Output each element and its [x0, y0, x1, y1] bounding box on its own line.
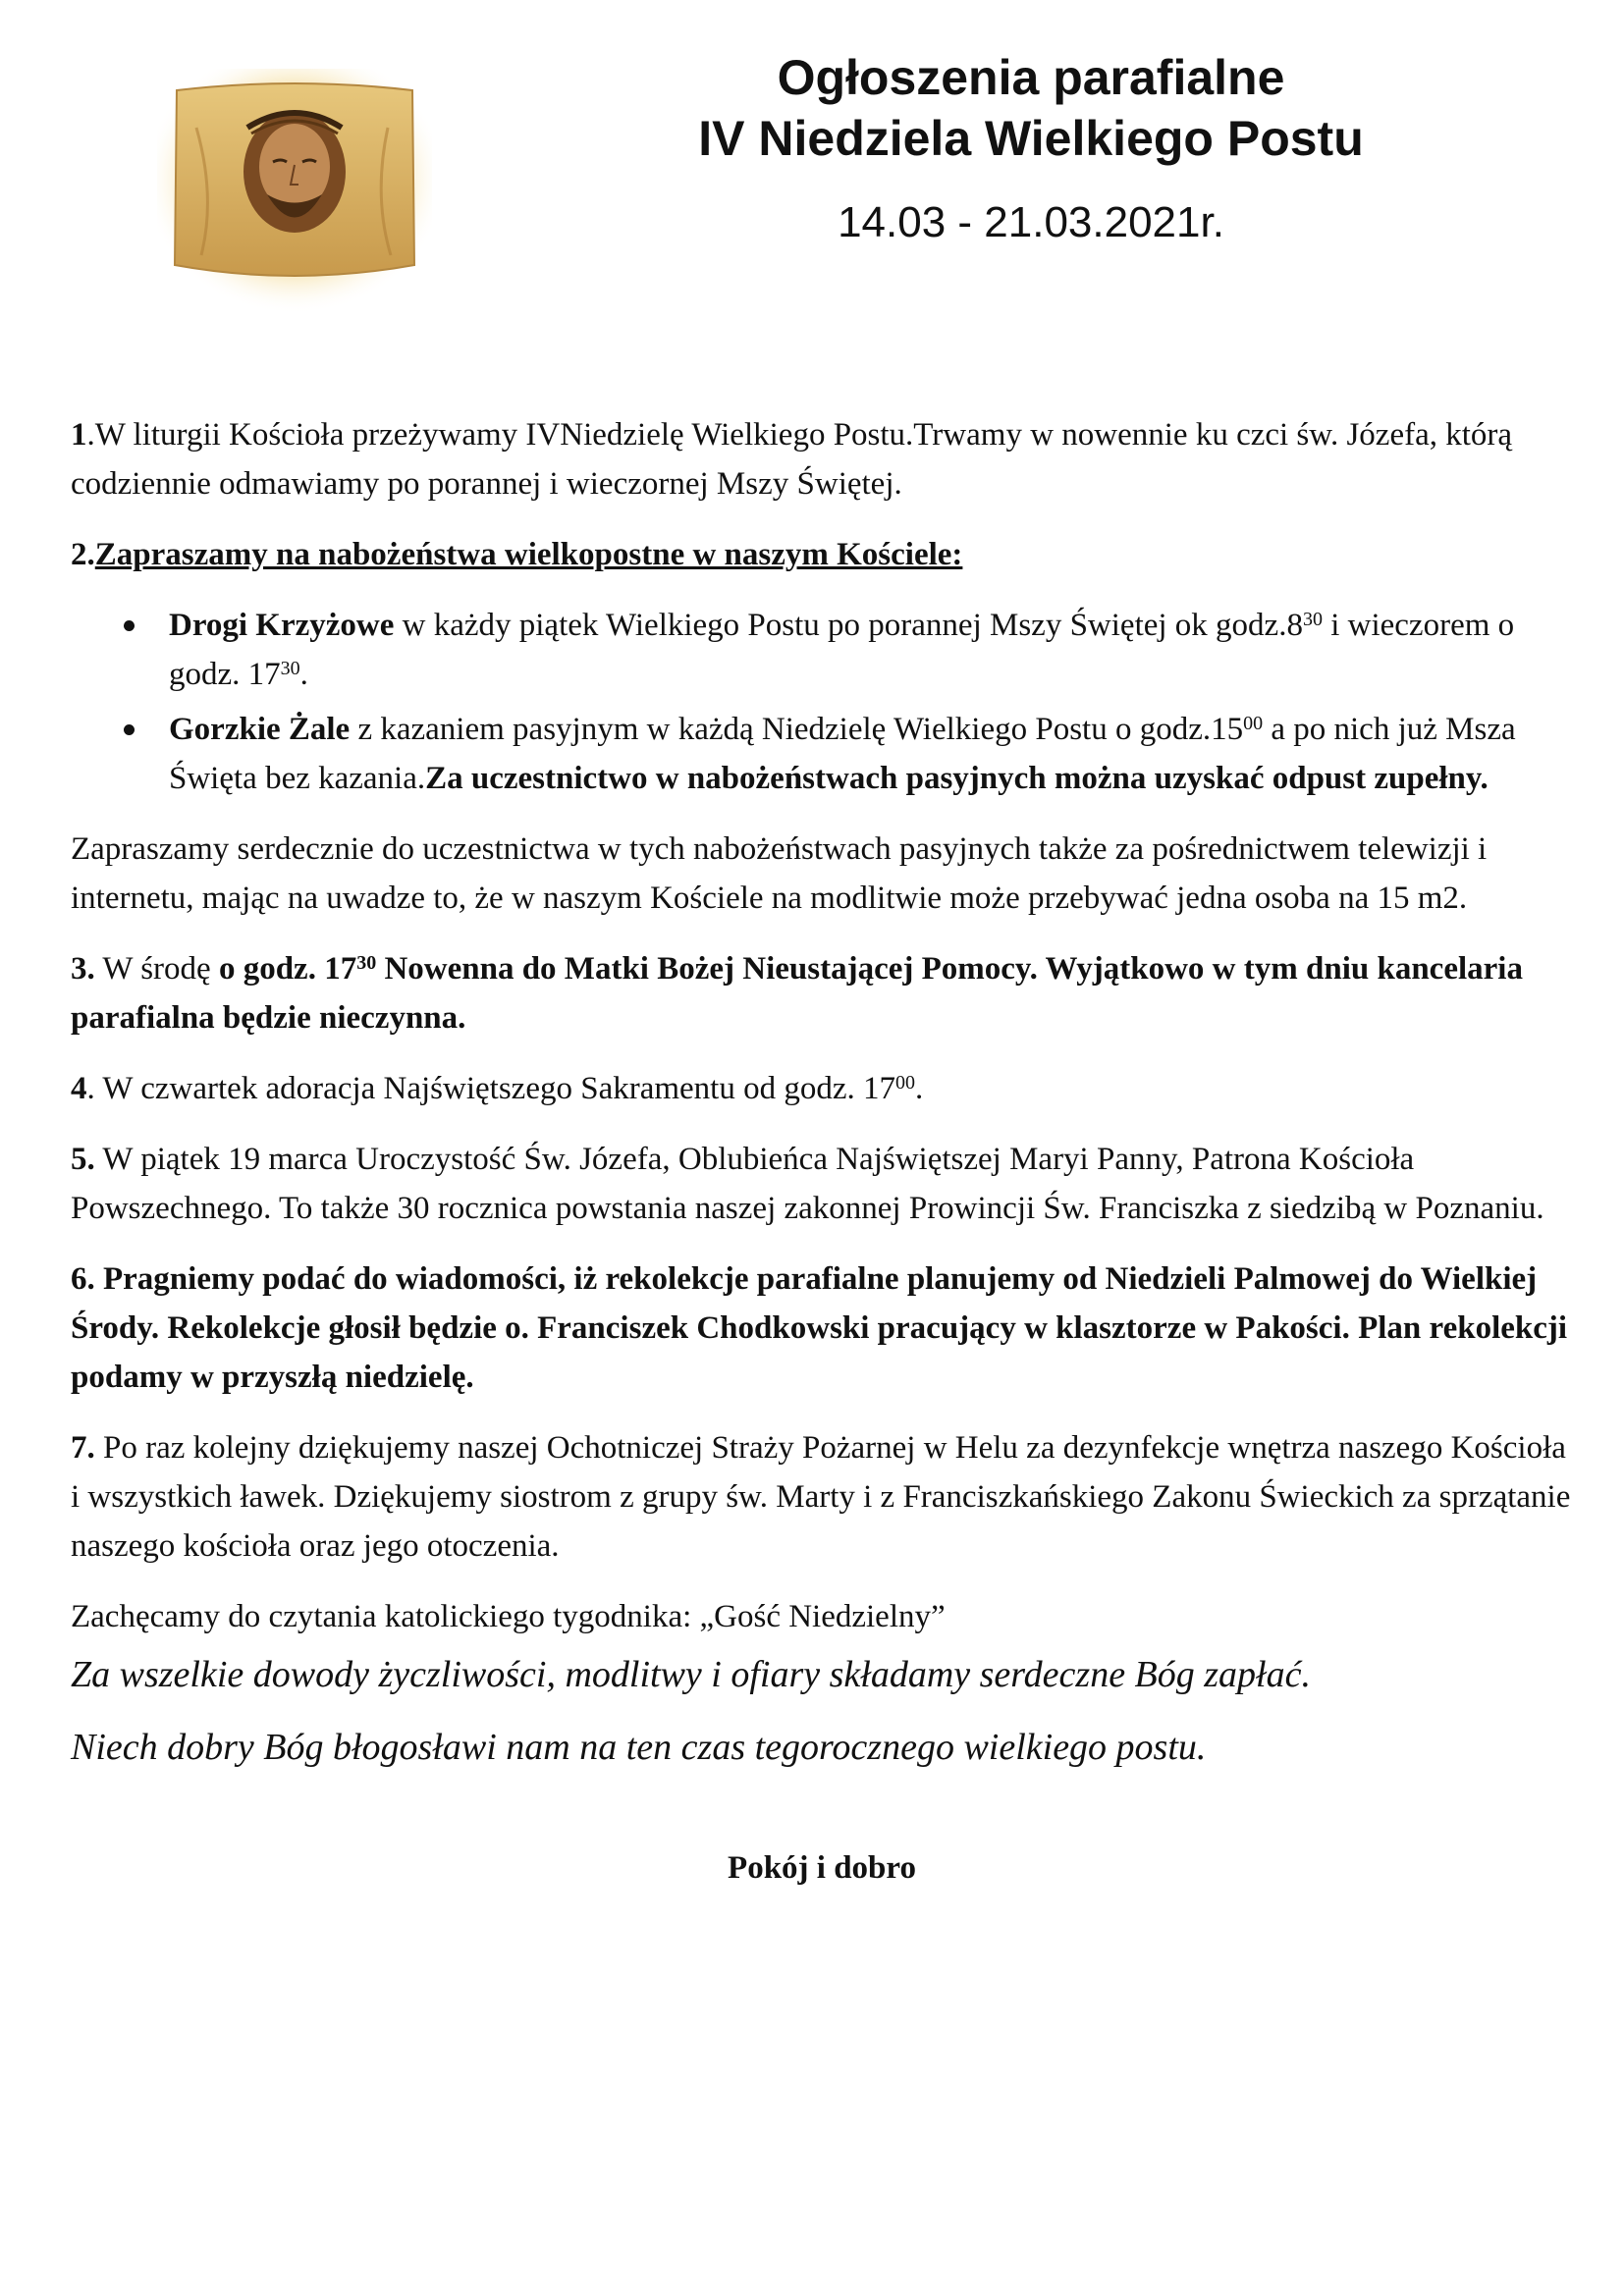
announcement-emphasis: o godz. 17: [218, 951, 357, 987]
time-superscript: 00: [895, 1072, 915, 1094]
announcement-2-paragraph: Zapraszamy serdecznie do uczestnictwa w tych nabożeństwach pasyjnych także za pośrednictwem telewizji i internetu, mając na uwadze to, że w naszym Kościele na modlitwie może przebywać jedna osoba na 15 m2.: [71, 831, 1488, 916]
list-item-title: Gorzkie Żale: [169, 712, 351, 747]
page-subtitle: IV Niedziela Wielkiego Postu: [698, 111, 1364, 166]
services-list: [71, 601, 1573, 803]
list-item-text: .: [299, 657, 308, 692]
announcement-text: .: [915, 1071, 924, 1106]
announcement-3: [71, 944, 1573, 1042]
announcement-text: .W liturgii Kościoła przeżywamy IVNiedzielę Wielkiego Postu.Trwamy w nowennie ku czci św. Józefa, którą codziennie odmawiamy po porannej i wieczornej Mszy Świętej.: [71, 417, 1513, 502]
announcement-5: [71, 1135, 1573, 1233]
blessing-line: Niech dobry Bóg błogosławi nam na ten czas tegorocznego wielkiego postu.: [71, 1727, 1207, 1768]
announcement-number: 7.: [71, 1430, 95, 1466]
list-item-stations-of-the-cross: [169, 601, 1573, 699]
list-item-text: z kazaniem pasyjnym w każdą Niedzielę Wielkiego Postu o godz.15: [350, 712, 1244, 747]
announcement-1: [71, 410, 1573, 508]
list-item-title: Drogi Krzyżowe: [169, 608, 395, 643]
announcement-number: 2.: [71, 537, 95, 572]
bullet-icon: [124, 620, 135, 631]
announcement-7: [71, 1423, 1573, 1571]
list-item-text: a po nich już Msza Święta bez kazania.: [169, 712, 1516, 796]
announcement-text: . W czwartek adoracja Najświętszego Sakramentu od godz. 17: [86, 1071, 895, 1106]
thanks-line: Za wszelkie dowody życzliwości, modlitwy i ofiary składamy serdeczne Bóg zapłać.: [71, 1654, 1311, 1695]
page-header: [0, 0, 1624, 324]
veil-of-veronica-image: [157, 69, 432, 314]
announcement-4: [71, 1064, 1573, 1113]
announcement-2-heading: [71, 530, 1573, 579]
header-title-block: [589, 47, 1473, 247]
announcement-text: Po raz kolejny dziękujemy naszej Ochotniczej Straży Pożarnej w Helu za dezynfekcje wnętrza naszego Kościoła i wszystkich ławek. Dziękujemy siostrom z grupy św. Marty i z Franciszkańskiego Zakonu Świeckich za sprzątanie naszego kościoła oraz jego otoczenia.: [71, 1430, 1571, 1564]
time-superscript: 30: [280, 658, 300, 679]
page-title: Ogłoszenia parafialne: [777, 50, 1285, 105]
announcements-body: [71, 410, 1573, 1914]
announcement-heading: Zapraszamy na nabożeństwa wielkopostne w naszym Kościele:: [94, 537, 963, 572]
announcement-number: 4: [71, 1071, 87, 1106]
announcement-number: 1: [71, 417, 87, 453]
list-item-gorzkie-zale: [169, 705, 1573, 803]
announcement-6: [71, 1255, 1573, 1402]
announcement-number: 3.: [71, 951, 95, 987]
time-superscript: 30: [356, 952, 377, 974]
time-superscript: 00: [1243, 713, 1264, 734]
newspaper-recommendation: Zachęcamy do czytania katolickiego tygodnika: „Gość Niedzielny”: [71, 1599, 946, 1634]
signature: Pokój i dobro: [728, 1850, 916, 1886]
list-item-text: i wieczorem o godz. 17: [169, 608, 1515, 692]
announcement-number: 5.: [71, 1142, 95, 1177]
bullet-icon: [124, 724, 135, 735]
announcement-text: W środę: [94, 951, 219, 987]
announcement-text: 6. Pragniemy podać do wiadomości, iż rekolekcje parafialne planujemy od Niedzieli Palmowej do Wielkiej Środy. Rekolekcje głosił będzie o. Franciszek Chodkowski pracujący w klasztorze w Pakości. Plan rekolekcji podamy w przyszłą niedzielę.: [71, 1261, 1568, 1395]
announcement-text: W piątek 19 marca Uroczystość Św. Józefa, Oblubieńca Najświętszej Maryi Panny, Patrona Kościoła Powszechnego. To także 30 rocznica powstania naszej zakonnej Prowincji Św. Franciszka z siedzibą w Poznaniu.: [71, 1142, 1544, 1226]
list-item-emphasis: Za uczestnictwo w nabożeństwach pasyjnych można uzyskać odpust zupełny.: [425, 761, 1489, 796]
time-superscript: 30: [1302, 609, 1323, 630]
date-range: 14.03 - 21.03.2021r.: [838, 198, 1224, 246]
list-item-text: w każdy piątek Wielkiego Postu po porannej Mszy Świętej ok godz.8: [394, 608, 1303, 643]
announcement-emphasis: Nowenna do Matki Bożej Nieustającej Pomocy. Wyjątkowo w tym dniu kancelaria parafialna będzie nieczynna.: [71, 951, 1523, 1036]
